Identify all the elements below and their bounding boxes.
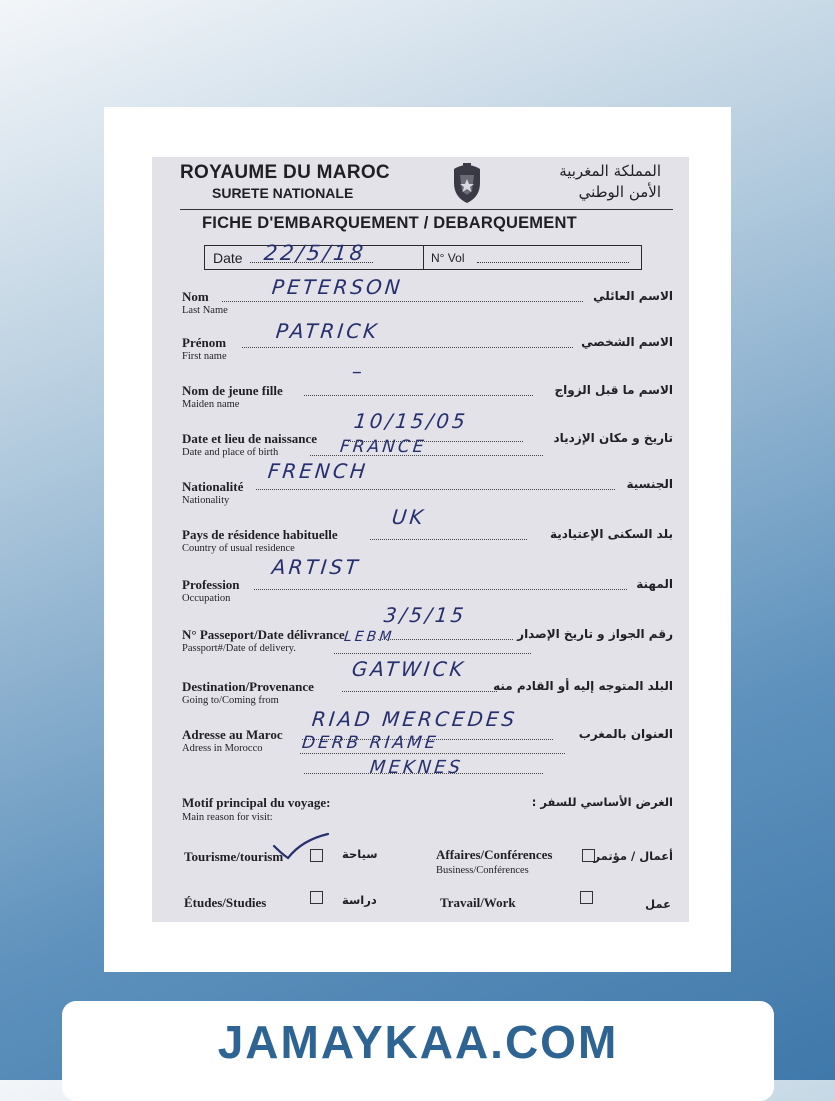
date-value: 22/5/18 <box>262 241 368 265</box>
date-label: Date <box>213 250 243 266</box>
birth-place-value: FRANCE <box>338 437 428 457</box>
field-label-en: Date and place of birth <box>182 447 279 458</box>
option-tourism-label: Tourisme/tourism <box>184 849 284 864</box>
birth-date-value: 10/15/05 <box>352 409 470 433</box>
field-label: N° Passeport/Date délivrance <box>182 627 345 642</box>
field-last-name <box>182 285 673 325</box>
field-label-en: Last Name <box>182 305 228 316</box>
field-label: Prénom <box>182 335 227 350</box>
field-residence <box>182 521 673 561</box>
field-label-ar: الاسم الشخصي <box>581 335 673 349</box>
option-work-label: Travail/Work <box>440 895 516 910</box>
field-label: Date et lieu de naissance <box>182 431 318 446</box>
check-mark-icon <box>272 832 332 862</box>
flight-number-label: N° Vol <box>431 251 465 265</box>
field-label: Nom <box>182 289 209 304</box>
last-name-value: PETERSON <box>270 275 405 299</box>
nationality-value: FRENCH <box>266 459 370 483</box>
watermark-text: JAMAYKAA.COM <box>217 1016 619 1068</box>
field-label-en: Passport#/Date of delivery. <box>182 643 296 654</box>
field-label-en: Occupation <box>182 593 231 604</box>
field-label-ar: العنوان بالمغرب <box>578 727 673 741</box>
kingdom-title-ar: المملكة المغربية <box>559 162 661 180</box>
field-line <box>342 691 497 692</box>
field-line <box>304 395 533 396</box>
header-french <box>180 162 390 201</box>
field-passport <box>182 621 673 661</box>
field-label-ar: المهنة <box>636 577 673 591</box>
flight-number-line <box>477 262 629 263</box>
agency-title-ar: الأمن الوطني <box>578 183 661 201</box>
address-value-1: RIAD MERCEDES <box>310 707 519 731</box>
motif-label-ar: الغرض الأساسي للسفر : <box>531 795 673 809</box>
first-name-value: PATRICK <box>274 319 381 343</box>
header-divider <box>180 209 673 210</box>
field-line <box>256 489 615 490</box>
field-nationality <box>182 475 673 515</box>
address-value-2: DERB RIAME <box>300 733 440 753</box>
header-arabic <box>559 161 661 203</box>
field-label-ar: رقم الجواز و تاريخ الإصدار <box>517 627 673 641</box>
profession-value: ARTIST <box>270 555 362 579</box>
field-line <box>242 347 573 348</box>
field-label-en: Adress in Morocco <box>182 743 263 754</box>
residence-value: UK <box>390 505 428 529</box>
field-label: Destination/Provenance <box>182 679 314 694</box>
field-label: Adresse au Maroc <box>182 727 283 742</box>
kingdom-title: ROYAUME DU MAROC <box>180 162 390 183</box>
field-label-ar: تاريخ و مكان الإزدياد <box>553 431 673 445</box>
field-label-en: Nationality <box>182 495 230 506</box>
checkbox-work[interactable] <box>580 891 593 904</box>
option-business-sub: Business/Conférences <box>436 865 529 876</box>
field-label-en: First name <box>182 351 227 362</box>
field-label: Nationalité <box>182 479 244 494</box>
field-label-ar: بلد السكنى الإعتيادية <box>549 527 673 541</box>
address-value-3: MEKNES <box>368 757 465 778</box>
box-divider <box>423 246 424 269</box>
field-label-en: Maiden name <box>182 399 240 410</box>
field-label-en: Going to/Coming from <box>182 695 279 706</box>
field-line <box>254 589 627 590</box>
watermark-banner <box>62 1001 774 1101</box>
field-line <box>222 301 583 302</box>
field-label: Pays de résidence habituelle <box>182 527 338 542</box>
field-label: Profession <box>182 577 240 592</box>
field-line-2 <box>300 753 565 754</box>
field-label-ar: البلد المتوجه إليه أو القادم منه <box>493 679 673 693</box>
maiden-name-value: – <box>350 359 367 383</box>
option-studies-ar: دراسة <box>342 893 377 907</box>
field-label-en: Country of usual residence <box>182 543 295 554</box>
destination-value: GATWICK <box>350 657 467 681</box>
field-line <box>378 639 513 640</box>
passport-date-value: 3/5/15 <box>382 603 468 627</box>
passport-number-value: LEBM <box>343 629 396 645</box>
option-tourism-ar: سياحة <box>342 847 378 861</box>
field-label-ar: الاسم ما قبل الزواج <box>554 383 673 397</box>
coat-of-arms-icon <box>448 161 486 205</box>
agency-title: SURETE NATIONALE <box>212 185 354 201</box>
field-label: Nom de jeune fille <box>182 383 283 398</box>
option-business-label: Affaires/Conférences <box>436 847 553 862</box>
field-first-name <box>182 329 673 369</box>
field-line <box>370 539 527 540</box>
option-business-ar: أعمال / مؤتمر <box>593 849 673 863</box>
checkbox-studies[interactable] <box>310 891 323 904</box>
motif-label: Motif principal du voyage: <box>182 795 331 810</box>
option-work-ar: عمل <box>645 897 671 911</box>
motif-label-en: Main reason for visit: <box>182 812 273 823</box>
option-studies-label: Études/Studies <box>184 895 267 910</box>
field-label-ar: الاسم العائلي <box>593 289 673 303</box>
field-line-2 <box>334 653 531 654</box>
field-label-ar: الجنسية <box>626 477 673 491</box>
embarkation-card <box>152 157 689 922</box>
photo-frame <box>104 107 731 972</box>
form-title: FICHE D'EMBARQUEMENT / DEBARQUEMENT <box>202 214 577 232</box>
